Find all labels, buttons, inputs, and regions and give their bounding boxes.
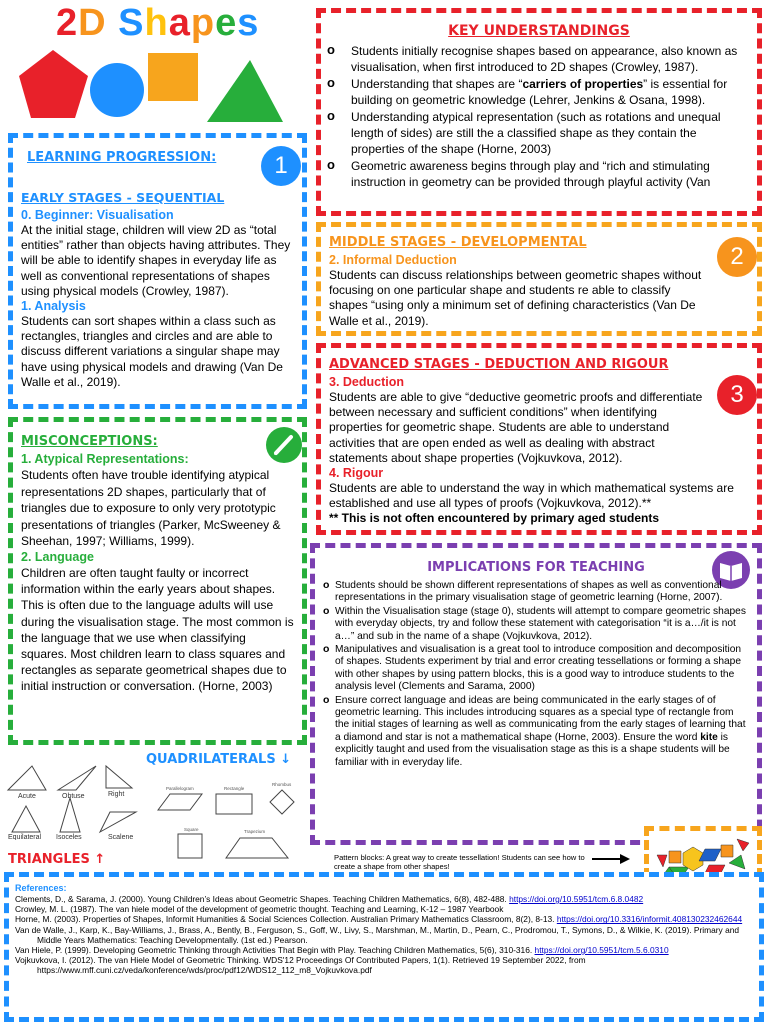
rigour-text: Students are able to understand the way in which mathematical systems are established and use all types of proofs (Vojkuvkova, 2012).** [329,481,734,511]
quad-label: Square [184,827,199,832]
advanced-stages-panel [316,343,762,535]
quad-label: Trapezium [244,829,266,834]
title-letter: 2 [56,2,79,44]
step-badge-3: 3 [717,375,757,415]
acute-triangle [8,766,46,790]
right-triangle [106,766,132,788]
misconceptions-panel [8,417,307,745]
stage0-text: At the initial stage, children will view 2D as “total entities” rather than objects having attributes. They will be able to identify shapes in everyday life as well as conventional representations of shapes using physical models (Crowley, 1987). [21,223,291,298]
step-badge-1: 1 [261,146,301,186]
key-understandings-list [321,43,757,190]
advanced-stages-heading: ADVANCED STAGES - DEDUCTION AND RIGOUR [329,357,669,372]
learning-progression-heading: LEARNING PROGRESSION: [27,150,217,165]
reference-item: Crowley, M. L. (1987). The van hiele model of the development of geometric thought. Teaching and Learning, K-12 – 1987 Yearbook [15,904,504,915]
reference-item: Horne, M. (2003). Properties of Shapes, Informit Humanities & Social Sciences Collection. Australian Primary Mathematics Classroom, 8(2), 8-13. https://doi.org/10.3316/informit.408130232462644 [15,914,743,925]
circle-shape [90,63,144,117]
key-understandings-panel [316,8,762,216]
language-text: Children are often taught faulty or incorrect information within the early years about shapes. This is often due to the language adults will use during the visualisation stage. The most common is the language that we use when classifying squares. Most children learn to class squares and rectangles as separate geometrical shapes due to initial instruction or conversation. (Horne, 2003) [21,565,294,694]
triangles-diagram [4,760,144,840]
list-item: o Manipulatives and visualisation is a great tool to introduce composition and decomposition of shapes. Students experiment by trial and error creating tessellations or forming a shape with other shapes by using pattern blocks, this is a good way to introduce students to the analysis level (Clements and Sarama, 2000) [321,644,749,694]
quadrilaterals-label: QUADRILATERALS ↓ [146,752,292,767]
reference-item: Van Hiele, P. (1999). Developing Geometric Thinking through Activities That Begin with Play. Teaching Children Mathematics, 5(6), 310-316. https://doi.org/10.5951/tcm.5.6.0310 [15,945,669,956]
atypical-text: Students often have trouble identifying atypical representations 2D shapes, particularly that of triangles due to exposure to only very prototypic presentations of triangles (Parker, McSweeney & Sheehan, 1997; Williams, 1999). [21,468,281,549]
rectangle-shape [216,794,252,814]
rigour-note: ** This is not often encountered by primary aged students [329,511,660,526]
references-heading: References: [15,883,67,893]
title-letter: a [168,2,191,44]
title-letter: h [144,2,169,44]
list-item: o Students initially recognise shapes based on appearance, also known as visualisation, when first introduced to 2D shapes (Crowley, 1987). [321,43,751,75]
stage1-text: Students can sort shapes within a class such as rectangles, triangles and circles and are able to discuss different variations a singular shape may have using physical models and drawing (Van De Walle et al., 2019). [21,314,283,389]
triangle-label: Equilateral [8,834,42,840]
pentagon-shape [19,50,88,118]
references-panel [4,872,764,1022]
stage0-title: 0. Beginner: Visualisation [21,208,174,222]
triangle-label: Right [108,791,125,798]
rhombus-shape [270,790,294,814]
parallelogram-shape [158,794,202,810]
deduction-title: 3. Deduction [329,375,405,389]
doi-link[interactable]: https://doi.org/10.3316/informit.408130232462644 [556,914,743,925]
reference-item: Clements, D., & Sarama, J. (2000). Young Children’s Ideas about Geometric Shapes. Teaching Children Mathematics, 6(8), 482-488. https://doi.org/10.5951/tcm.6.8.0482 [15,894,644,904]
square-outline [178,834,202,858]
doi-link[interactable]: https://doi.org/10.5951/tcm.6.8.0482 [509,894,644,904]
stage1-title: 1. Analysis [21,299,86,314]
reference-item: Vojkuvkova, I. (2012). The van Hiele Model of Geometric Thinking. WDS'12 Proceedings Of Contributed Papers, 1(1). Retrieved 19 September 2022, from https://www.mff.cuni.cz/veda/konference/wds/proc/pdf12/WDS12_112_m8_Vojkuvkova.pdf [15,955,586,976]
atypical-title: 1. Atypical Representations: [21,452,189,466]
list-item: o Within the Visualisation stage (stage 0), students will attempt to compare geometric shapes with everyday objects, try and follow these statement with categorisation “it is a…/it is not a…” and sub in the name of a shape (Vojkuvkova, 2012). [321,606,749,643]
isoceles-triangle [60,798,80,832]
title-letter: p [190,2,216,44]
doi-link[interactable]: https://doi.org/10.5951/tcm.5.6.0310 [534,945,669,956]
square-shape [148,53,198,101]
title-letter: e [215,2,238,44]
references-list [15,894,753,976]
list-item: o Students should be shown different representations of shapes as well as conventional representations in the primary visualisation stage of geometric learning (Horne, 2007). [321,580,749,605]
bold-word: kite [700,731,718,743]
bold-phrase: carriers of properties [522,77,644,91]
implications-heading: IMPLICATIONS FOR TEACHING [427,560,645,575]
title-letter [107,2,119,45]
triangle-label: Obtuse [62,793,85,800]
arrow-right-icon [590,853,632,865]
triangles-label: TRIANGLES ↑ [8,852,106,867]
quad-label: Parallelogram [166,786,194,791]
trapezium-shape [226,838,288,858]
equilateral-triangle [12,806,40,832]
list-item: o Understanding atypical representation (such as rotations and unequal length of sides) are still the a classified shape as they contain the properties of the shape (Horne, 2003) [321,109,751,157]
quad-label: Rhombus [272,782,292,787]
title-shapes [18,48,286,124]
title-letter: S [118,2,145,44]
step-badge-2: 2 [717,237,757,277]
quad-label: Rectangle [224,786,245,791]
title-letter: s [237,2,260,44]
early-stages-heading: EARLY STAGES - SEQUENTIAL [21,190,225,205]
scalene-triangle [100,812,136,832]
triangle-label: Acute [18,793,36,800]
key-understandings-heading: KEY UNDERSTANDINGS [448,23,630,39]
list-item: o Ensure correct language and ideas are being communicated in the early stages of of geometric learning. This includes introducing squares as a special type of rectangle from the initial stages of learning as well as communicating from the early stages of learning that a diamond and star is not a mathematical shape (Horne, 2003). Ensure the word kite is explicitly taught and used from the visualisation stage as this is a shape students will be familiar with in everyday life. [321,695,749,769]
informal-deduction-title: 2. Informal Deduction [329,253,457,267]
triangle-shape [207,60,283,122]
page-title [56,2,259,45]
list-item: o Geometric awareness begins through play and “rich and stimulating instruction in geometry can be provided through playful activity (Van [321,158,751,190]
learning-progression-panel [8,133,307,409]
pattern-blocks-caption: Pattern blocks: A great way to create tessellation! Students can see how to create a shape from other shapes! [334,853,585,871]
deduction-text: Students are able to give “deductive geometric proofs and differentiate between necessary and sufficient conditions” when identifying properties for geometric shape. Students are able to understand activities that are open ended as well as dealing with abstract statements about shape properties (Vojkuvkova, 2012). [329,390,703,465]
rigour-title: 4. Rigour [329,466,384,481]
middle-stages-panel [316,222,762,336]
language-title: 2. Language [21,549,94,564]
triangle-label: Scalene [108,834,134,840]
reference-item: Van de Walle, J., Karp, K., Bay-Williams, J., Brass, A., Bently, B., Ferguson, S., Goff, W., Livy, S., Marshman, M., Martin, D., Pearn, C., Prodromou, T., Symons, D., & Wilkie, K. (2019). Primary and Middle Years Mathematics: Teaching Developmentally. (1st ed.) Pearson. [15,924,740,945]
implications-panel [310,543,762,845]
title-letter: D [78,2,107,44]
misconceptions-heading: MISCONCEPTIONS: [21,434,158,449]
triangle-label: Isoceles [56,834,82,840]
obtuse-triangle [58,766,96,790]
middle-stages-heading: MIDDLE STAGES - DEVELOPMENTAL [329,235,587,250]
informal-deduction-text: Students can discuss relationships between geometric shapes without focusing on one particular shape and students re able to classify shapes “using only a minimum set of defining characteristics (Van De Walle et al., 2019). [329,268,702,328]
implications-list [321,580,749,770]
list-item: o Understanding that shapes are “carriers of properties” is essential for building on geometric knowledge (Lehrer, Jenkins & Osana, 1998). [321,76,751,108]
quadrilaterals-diagram [148,780,308,864]
